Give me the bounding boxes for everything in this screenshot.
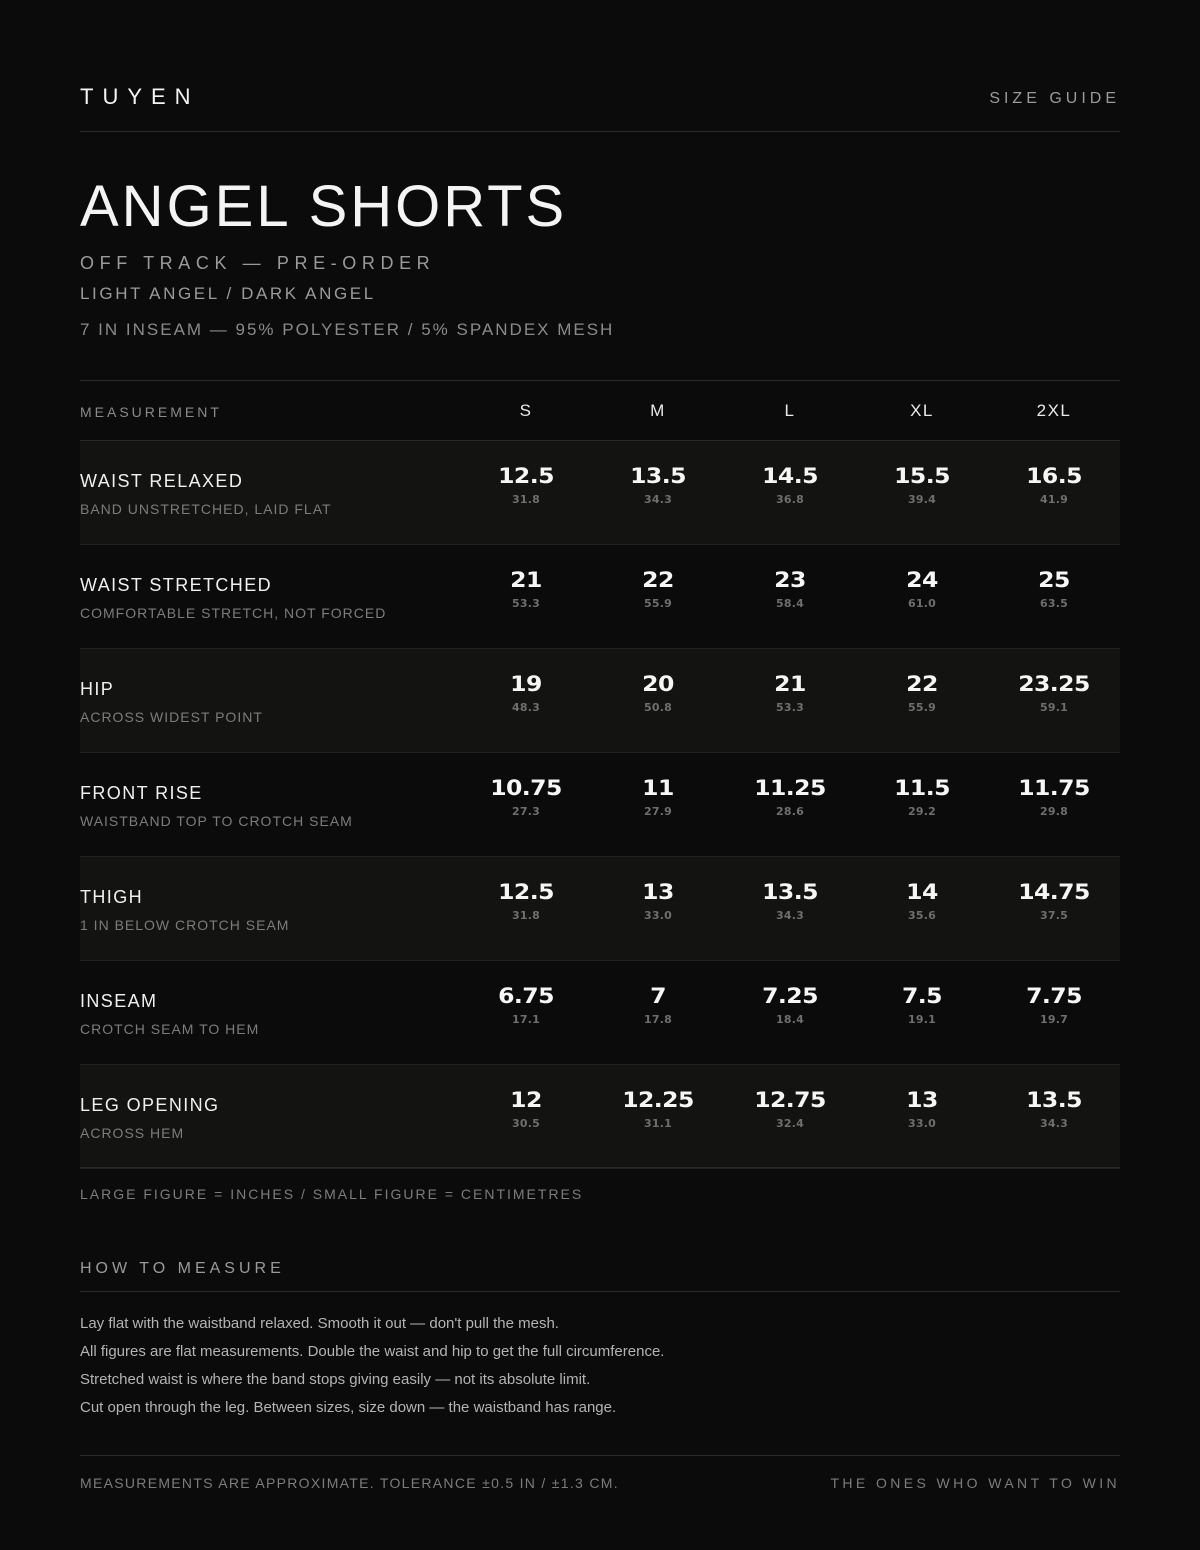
table-row	[80, 545, 1120, 649]
instruction-line: All figures are flat measurements. Double the waist and hip to get the full circumference.	[80, 1343, 665, 1360]
size-value-cell	[988, 879, 1120, 922]
size-value-cell	[724, 775, 856, 818]
measurement-note: CROTCH SEAM TO HEM	[80, 1021, 260, 1037]
brand-logo: TUYEN	[80, 84, 200, 109]
measurement-note: BAND UNSTRETCHED, LAID FLAT	[80, 501, 332, 517]
how-to-measure-heading: HOW TO MEASURE	[80, 1260, 285, 1277]
value-centimetres: 58.4	[776, 597, 804, 610]
size-value-cell	[856, 463, 988, 506]
size-value-cell	[856, 567, 988, 610]
value-centimetres: 53.3	[776, 701, 804, 714]
size-header-l: L	[784, 401, 796, 420]
product-spec: 7 IN INSEAM — 95% POLYESTER / 5% SPANDEX MESH	[80, 320, 615, 339]
value-centimetres: 27.3	[512, 805, 540, 818]
measurement-note: ACROSS WIDEST POINT	[80, 709, 263, 725]
product-colorways: LIGHT ANGEL / DARK ANGEL	[80, 284, 376, 303]
instruction-line: Cut open through the leg. Between sizes, size down — the waistband has range.	[80, 1399, 617, 1416]
measurement-label: THIGH	[80, 887, 143, 907]
value-centimetres: 55.9	[908, 701, 936, 714]
size-value-cell	[724, 1087, 856, 1130]
value-inches: 20	[642, 672, 674, 696]
header-divider	[80, 131, 1120, 132]
value-inches: 11.5	[894, 776, 950, 800]
value-inches: 13.5	[762, 880, 818, 904]
measurement-label: WAIST RELAXED	[80, 471, 244, 491]
table-row	[80, 857, 1120, 961]
size-value-cell	[460, 567, 592, 610]
size-value-cell	[988, 983, 1120, 1026]
value-inches: 12.75	[754, 1088, 826, 1112]
measurement-label: WAIST STRETCHED	[80, 575, 273, 595]
size-table	[80, 380, 1120, 1169]
value-centimetres: 59.1	[1040, 701, 1068, 714]
value-inches: 10.75	[490, 776, 562, 800]
value-centimetres: 17.1	[512, 1013, 540, 1026]
size-value-cell	[724, 567, 856, 610]
size-value-cell	[856, 775, 988, 818]
size-header-xl: XL	[910, 401, 934, 420]
value-centimetres: 33.0	[908, 1117, 936, 1130]
value-centimetres: 28.6	[776, 805, 804, 818]
value-inches: 7.75	[1026, 984, 1082, 1008]
size-header-m: M	[650, 401, 666, 420]
brand-tagline: THE ONES WHO WANT TO WIN	[830, 1475, 1120, 1491]
value-centimetres: 34.3	[776, 909, 804, 922]
size-value-cell	[460, 463, 592, 506]
size-value-cell	[460, 879, 592, 922]
value-inches: 13	[642, 880, 674, 904]
value-centimetres: 29.2	[908, 805, 936, 818]
measurement-label: HIP	[80, 679, 115, 699]
value-centimetres: 53.3	[512, 597, 540, 610]
value-inches: 12	[510, 1088, 542, 1112]
size-value-cell	[988, 671, 1120, 714]
value-centimetres: 48.3	[512, 701, 540, 714]
measurement-label: LEG OPENING	[80, 1095, 220, 1115]
size-value-cell	[592, 567, 724, 610]
value-centimetres: 19.7	[1040, 1013, 1068, 1026]
value-centimetres: 61.0	[908, 597, 936, 610]
value-inches: 22	[906, 672, 938, 696]
value-centimetres: 18.4	[776, 1013, 804, 1026]
table-row	[80, 753, 1120, 857]
how-to-measure-divider	[80, 1291, 1120, 1292]
value-centimetres: 34.3	[644, 493, 672, 506]
size-value-cell	[988, 463, 1120, 506]
value-inches: 11.75	[1018, 776, 1090, 800]
size-header-s: S	[519, 401, 533, 420]
value-inches: 24	[906, 568, 938, 592]
table-row	[80, 961, 1120, 1065]
value-inches: 13.5	[1026, 1088, 1082, 1112]
size-value-cell	[988, 775, 1120, 818]
value-inches: 14.75	[1018, 880, 1090, 904]
value-centimetres: 30.5	[512, 1117, 540, 1130]
value-inches: 12.5	[498, 880, 554, 904]
size-value-cell	[460, 983, 592, 1026]
size-value-cell	[856, 879, 988, 922]
measurement-label: INSEAM	[80, 991, 158, 1011]
measurement-note: 1 IN BELOW CROTCH SEAM	[80, 917, 290, 933]
size-value-cell	[592, 671, 724, 714]
value-inches: 21	[510, 568, 542, 592]
value-centimetres: 63.5	[1040, 597, 1068, 610]
value-centimetres: 32.4	[776, 1117, 804, 1130]
value-inches: 6.75	[498, 984, 554, 1008]
size-value-cell	[724, 463, 856, 506]
value-centimetres: 34.3	[1040, 1117, 1068, 1130]
value-centimetres: 17.8	[644, 1013, 672, 1026]
value-inches: 16.5	[1026, 464, 1082, 488]
size-value-cell	[460, 1087, 592, 1130]
value-inches: 22	[642, 568, 674, 592]
value-inches: 19	[510, 672, 542, 696]
value-inches: 13	[906, 1088, 938, 1112]
value-inches: 7.25	[762, 984, 818, 1008]
value-centimetres: 55.9	[644, 597, 672, 610]
size-value-cell	[592, 775, 724, 818]
measurement-column-header: MEASUREMENT	[80, 404, 222, 420]
value-inches: 21	[774, 672, 806, 696]
how-to-measure-list	[80, 1310, 664, 1422]
value-inches: 14	[906, 880, 938, 904]
value-centimetres: 36.8	[776, 493, 804, 506]
measurement-note: COMFORTABLE STRETCH, NOT FORCED	[80, 605, 387, 621]
size-value-cell	[988, 1087, 1120, 1130]
value-centimetres: 39.4	[908, 493, 936, 506]
value-inches: 25	[1038, 568, 1070, 592]
size-value-cell	[592, 463, 724, 506]
table-bottom-divider	[80, 1167, 1120, 1168]
size-value-cell	[592, 1087, 724, 1130]
table-header	[80, 380, 1120, 441]
measurement-note: ACROSS HEM	[80, 1125, 185, 1141]
value-centimetres: 19.1	[908, 1013, 936, 1026]
size-value-cell	[724, 671, 856, 714]
value-inches: 23.25	[1018, 672, 1090, 696]
value-inches: 12.25	[622, 1088, 694, 1112]
size-header-2xl: 2XL	[1036, 401, 1072, 420]
value-inches: 12.5	[498, 464, 554, 488]
size-value-cell	[988, 567, 1120, 610]
document-label: SIZE GUIDE	[989, 90, 1120, 107]
units-legend: LARGE FIGURE = INCHES / SMALL FIGURE = CENTIMETRES	[80, 1186, 584, 1202]
value-centimetres: 33.0	[644, 909, 672, 922]
value-centimetres: 37.5	[1040, 909, 1068, 922]
value-centimetres: 31.1	[644, 1117, 672, 1130]
value-inches: 7.5	[901, 984, 942, 1008]
table-row	[80, 649, 1120, 753]
value-centimetres: 31.8	[512, 909, 540, 922]
table-row	[80, 441, 1120, 545]
table-row	[80, 1065, 1120, 1169]
value-centimetres: 29.8	[1040, 805, 1068, 818]
size-value-cell	[724, 879, 856, 922]
measurement-note: WAISTBAND TOP TO CROTCH SEAM	[80, 813, 353, 829]
value-centimetres: 31.8	[512, 493, 540, 506]
table-body	[80, 441, 1120, 1169]
size-value-cell	[592, 983, 724, 1026]
size-value-cell	[856, 671, 988, 714]
value-inches: 11	[642, 776, 674, 800]
value-centimetres: 50.8	[644, 701, 672, 714]
instruction-line: Lay flat with the waistband relaxed. Smooth it out — don't pull the mesh.	[80, 1315, 559, 1332]
size-value-cell	[460, 775, 592, 818]
value-centimetres: 35.6	[908, 909, 936, 922]
value-inches: 13.5	[630, 464, 686, 488]
measurement-label: FRONT RISE	[80, 783, 203, 803]
value-inches: 7	[650, 984, 666, 1008]
size-value-cell	[724, 983, 856, 1026]
value-centimetres: 27.9	[644, 805, 672, 818]
instruction-line: Stretched waist is where the band stops giving easily — not its absolute limit.	[80, 1371, 591, 1388]
size-value-cell	[856, 983, 988, 1026]
size-value-cell	[856, 1087, 988, 1130]
value-inches: 11.25	[754, 776, 826, 800]
value-inches: 14.5	[762, 464, 818, 488]
value-inches: 23	[774, 568, 806, 592]
value-centimetres: 41.9	[1040, 493, 1068, 506]
size-value-cell	[460, 671, 592, 714]
tolerance-disclaimer: MEASUREMENTS ARE APPROXIMATE. TOLERANCE ±0.5 IN / ±1.3 CM.	[80, 1475, 619, 1491]
footer-divider	[80, 1455, 1120, 1456]
page-title: ANGEL SHORTS	[80, 174, 568, 239]
product-line: OFF TRACK — PRE-ORDER	[80, 253, 436, 273]
size-value-cell	[592, 879, 724, 922]
value-inches: 15.5	[894, 464, 950, 488]
